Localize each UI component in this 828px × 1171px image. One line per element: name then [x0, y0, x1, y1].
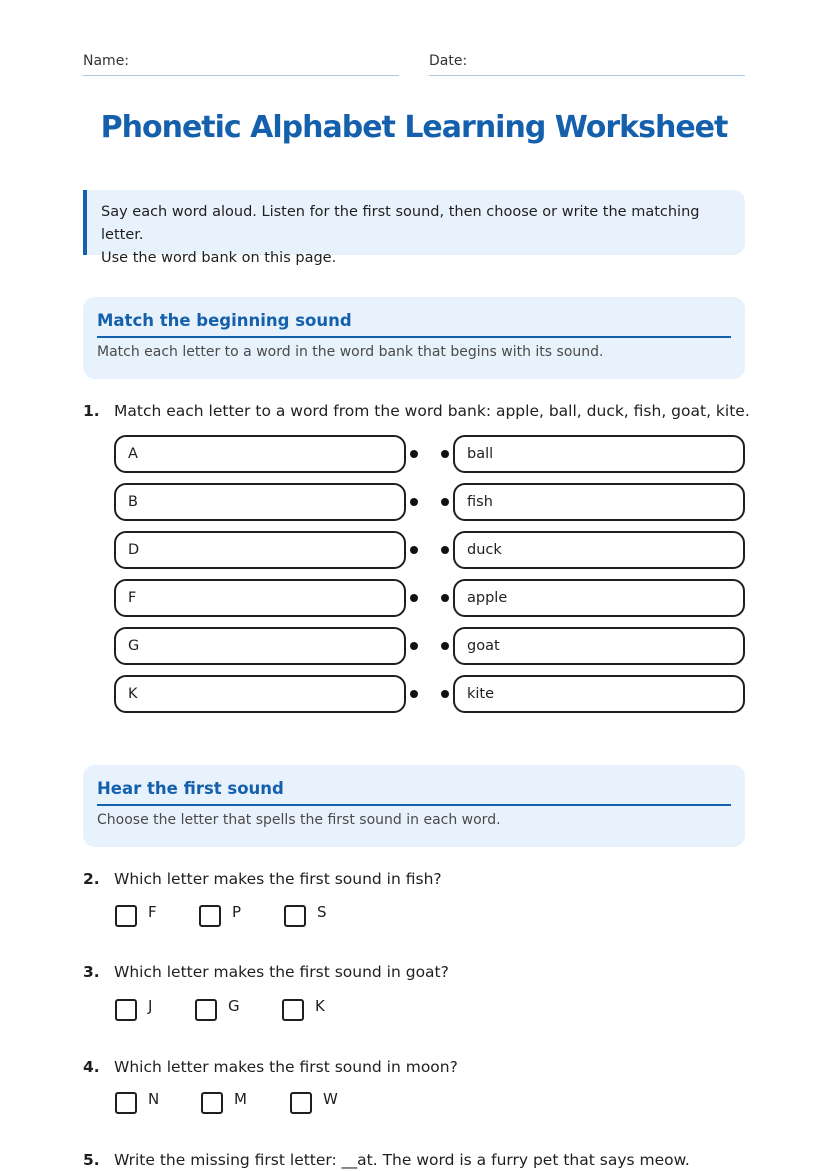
match-left-item: G: [114, 627, 406, 665]
page-title: Phonetic Alphabet Learning Worksheet: [100, 110, 728, 145]
match-dot-left[interactable]: [410, 546, 418, 554]
match-dot-right[interactable]: [441, 498, 449, 506]
section-match: [83, 297, 745, 379]
instructions-box: [83, 190, 745, 266]
question-number: 3.: [83, 963, 100, 981]
match-right-item: goat: [453, 627, 745, 665]
choice-option[interactable]: [282, 999, 325, 1021]
checkbox[interactable]: [284, 905, 306, 927]
match-dot-right[interactable]: [441, 594, 449, 602]
checkbox[interactable]: [115, 1092, 137, 1114]
instructions-line-1: Say each word aloud. Listen for the first sound, then choose or write the matching letter.: [101, 204, 700, 243]
choice-label: J: [148, 997, 153, 1015]
match-right-item: duck: [453, 531, 745, 569]
choice-label: M: [234, 1090, 247, 1108]
section-description: Match each letter to a word in the word bank that begins with its sound.: [97, 344, 604, 360]
match-dot-left[interactable]: [410, 450, 418, 458]
question-number: 2.: [83, 870, 100, 888]
checkbox[interactable]: [290, 1092, 312, 1114]
checkbox[interactable]: [199, 905, 221, 927]
checkbox[interactable]: [195, 999, 217, 1021]
checkbox[interactable]: [115, 905, 137, 927]
checkbox[interactable]: [201, 1092, 223, 1114]
match-dot-left[interactable]: [410, 642, 418, 650]
section-first-sound: [83, 765, 745, 847]
date-label: Date:: [429, 53, 468, 69]
name-label: Name:: [83, 53, 130, 69]
question-number: 1.: [83, 402, 100, 420]
name-line[interactable]: [83, 75, 399, 76]
match-left-item: A: [114, 435, 406, 473]
question-text: Which letter makes the first sound in goat?: [114, 963, 449, 981]
choice-label: N: [148, 1090, 160, 1108]
choice-label: S: [317, 903, 327, 921]
choice-label: F: [148, 903, 157, 921]
match-dot-left[interactable]: [410, 498, 418, 506]
match-dot-right[interactable]: [441, 690, 449, 698]
choice-label: W: [323, 1090, 338, 1108]
match-dot-right[interactable]: [441, 546, 449, 554]
section-title: Hear the first sound: [97, 779, 731, 806]
choice-label: G: [228, 997, 240, 1015]
question-text: Which letter makes the first sound in moon?: [114, 1058, 458, 1076]
match-left-item: K: [114, 675, 406, 713]
match-dot-right[interactable]: [441, 642, 449, 650]
match-right-item: apple: [453, 579, 745, 617]
checkbox[interactable]: [282, 999, 304, 1021]
match-dot-right[interactable]: [441, 450, 449, 458]
instructions-line-2: Use the word bank on this page.: [101, 250, 337, 266]
date-line[interactable]: [429, 75, 745, 76]
question-text: Which letter makes the first sound in fish?: [114, 870, 442, 888]
question-text: Match each letter to a word from the word bank: apple, ball, duck, fish, goat, kite.: [114, 402, 750, 420]
choice-option[interactable]: [199, 905, 241, 927]
match-left-item: B: [114, 483, 406, 521]
section-title: Match the beginning sound: [97, 311, 731, 338]
question-number: 4.: [83, 1058, 100, 1076]
match-dot-left[interactable]: [410, 594, 418, 602]
checkbox[interactable]: [115, 999, 137, 1021]
question-text: Write the missing first letter: __at. The word is a furry pet that says meow.: [114, 1151, 690, 1169]
choice-label: K: [315, 997, 325, 1015]
question-number: 5.: [83, 1151, 100, 1169]
choice-option[interactable]: [115, 999, 152, 1021]
choice-option[interactable]: [115, 905, 157, 927]
choice-option[interactable]: [284, 905, 327, 927]
choice-option[interactable]: [290, 1092, 338, 1114]
choice-option[interactable]: [115, 1092, 159, 1114]
match-dot-left[interactable]: [410, 690, 418, 698]
choice-option[interactable]: [201, 1092, 247, 1114]
match-right-item: ball: [453, 435, 745, 473]
choice-option[interactable]: [195, 999, 240, 1021]
choice-label: P: [232, 903, 242, 921]
match-left-item: F: [114, 579, 406, 617]
match-left-item: D: [114, 531, 406, 569]
match-right-item: kite: [453, 675, 745, 713]
match-right-item: fish: [453, 483, 745, 521]
section-description: Choose the letter that spells the first sound in each word.: [97, 812, 501, 828]
